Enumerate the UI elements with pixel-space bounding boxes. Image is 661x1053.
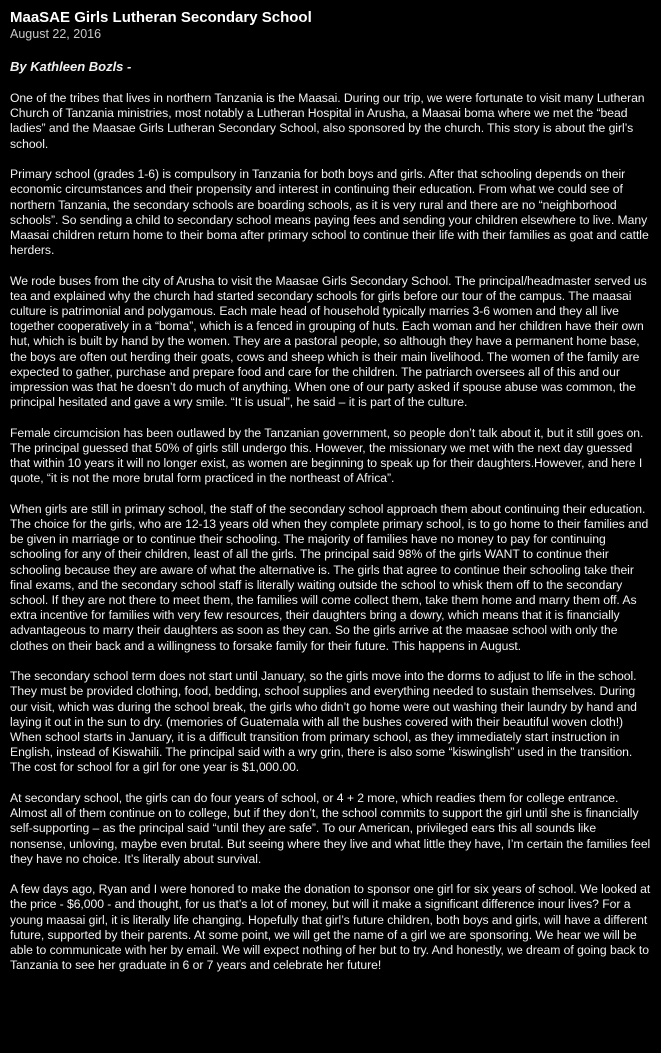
article-paragraph: Primary school (grades 1-6) is compulsory in Tanzania for both boys and girls. After that schooling depends on their economic circumstances and their propensity and interest in continuing their education. From what we could see of northern Tanzania, the secondary schools are boarding schools, as it is very rural and there are no “neighborhood schools”. So sending a child to secondary school means paying fees and sending your children elsewhere to live. Many Maasai children return home to their boma after primary school to continue their life with their families as goat and cattle herders. [10, 167, 649, 258]
article-paragraph: One of the tribes that lives in northern Tanzania is the Maasai. During our trip, we were fortunate to visit many Lutheran Church of Tanzania ministries, most notably a Lutheran Hospital in Arusha, a Maasai boma where we met the “bead ladies” and the Maasae Girls Lutheran Secondary School, also sponsored by the church. This story is about the girl’s school. [10, 91, 645, 151]
article-paragraph: When girls are still in primary school, the staff of the secondary school approach them about continuing their education. The choice for the girls, who are 12-13 years old when they complete primary school, is to go home to their families and be given in marriage or to continue their schooling. The majority of families have no money to pay for continuing schooling for any of their children, least of all the girls. The principal said 98% of the girls WANT to continue their schooling because they are aware of what the alternative is. The girls that agree to continue their schooling take their final exams, and the secondary school staff is literally waiting outside the school to whisk them off to the secondary school. If they are not there to meet them, the families will come collect them, take them home and marry them off. As extra incentive for families with very few resources, their daughters bring a dowry, which means that it is financially advantageous to marry their daughters as soon as they can. So the girls arrive at the maasae school with only the clothes on their back and a willingness to forsake family for their future. This happens in August. [10, 501, 649, 653]
article-paragraph: At secondary school, the girls can do four years of school, or 4 + 2 more, which readies them for college entrance. Almost all of them continue on to college, but if they don’t, the school commits to support the girl until she is financially self-supporting – as the principal said “until they are safe”. To our American, privileged ears this all sounds like nonsense, unloving, maybe even brutal. But seeing where they live and what little they have, I’m certain the families feel they have no choice. It’s literally about survival. [10, 790, 651, 866]
article-paragraph: Female circumcision has been outlawed by the Tanzanian government, so people don’t talk about it, but it still goes on. The principal guessed that 50% of girls still undergo this. However, the missionary we met with the next day guessed that within 10 years it will no longer exist, as women are beginning to speak up for their daughters.However, and here I quote, “it is not the more brutal form practiced in the northeast of Africa”. [10, 425, 644, 486]
article-byline: By Kathleen Bozls - [10, 59, 132, 74]
article-paragraph: The secondary school term does not start until January, so the girls move into the dorms to adjust to life in the school. They must be provided clothing, food, bedding, school supplies and everything needed to sustain themselves. During our visit, which was during the school break, the girls who didn’t go home were out washing their laundry by hand and laying it out in the sun to dry. (memories of Guatemala with all the bushes covered with their beautiful woven cloth!) When school starts in January, it is a difficult transition from primary school, as they immediately start instruction in English, instead of Kiswahili. The principal said with a wry grin, there is also some “kiswinglish” used in the transition. The cost for school for a girl for one year is $1,000.00. [10, 669, 637, 775]
article-title: MaaSAE Girls Lutheran Secondary School [10, 9, 312, 26]
article-paragraph: We rode buses from the city of Arusha to visit the Maasae Girls Secondary School. The principal/headmaster served us tea and explained why the church had started secondary schools for girls before our tour of the campus. The maasai culture is patrimonial and polygamous. Each male head of household typically marries 3-6 women and they all live together cooperatively in a “boma”, which is a fenced in grouping of huts. Each woman and her children have their own hut, which is built by hand by the women. They are a pastoral people, so although they have a permanent home base, the boys are often out herding their goats, cows and sheep which is their main livelihood. The women of the family are expected to gather, purchase and prepare food and care for the children. The patriarch oversees all of this and our impression was that he doesn’t do much of anything. When one of our party asked if spouse abuse was common, the principal hesitated and gave a wry smile. “It is usual”, he said – it is part of the culture. [10, 273, 647, 410]
article-date: August 22, 2016 [10, 27, 102, 41]
article-paragraph: A few days ago, Ryan and I were honored to make the donation to sponsor one girl for six years of school. We looked at the price - $6,000 - and thought, for us that’s a lot of money, but will it make a significant difference inour lives? For a young maasai girl, it is literally life changing. Hopefully that girl’s future children, both boys and girls, will have a different future, supported by their parents. At some point, we will get the name of a girl we are sponsoring. We hear we will be able to communicate with her by email. We will expect nothing of her but to try. And honestly, we dream of going back to Tanzania to see her graduate in 6 or 7 years and celebrate her future! [10, 882, 651, 973]
article [10, 8, 655, 989]
